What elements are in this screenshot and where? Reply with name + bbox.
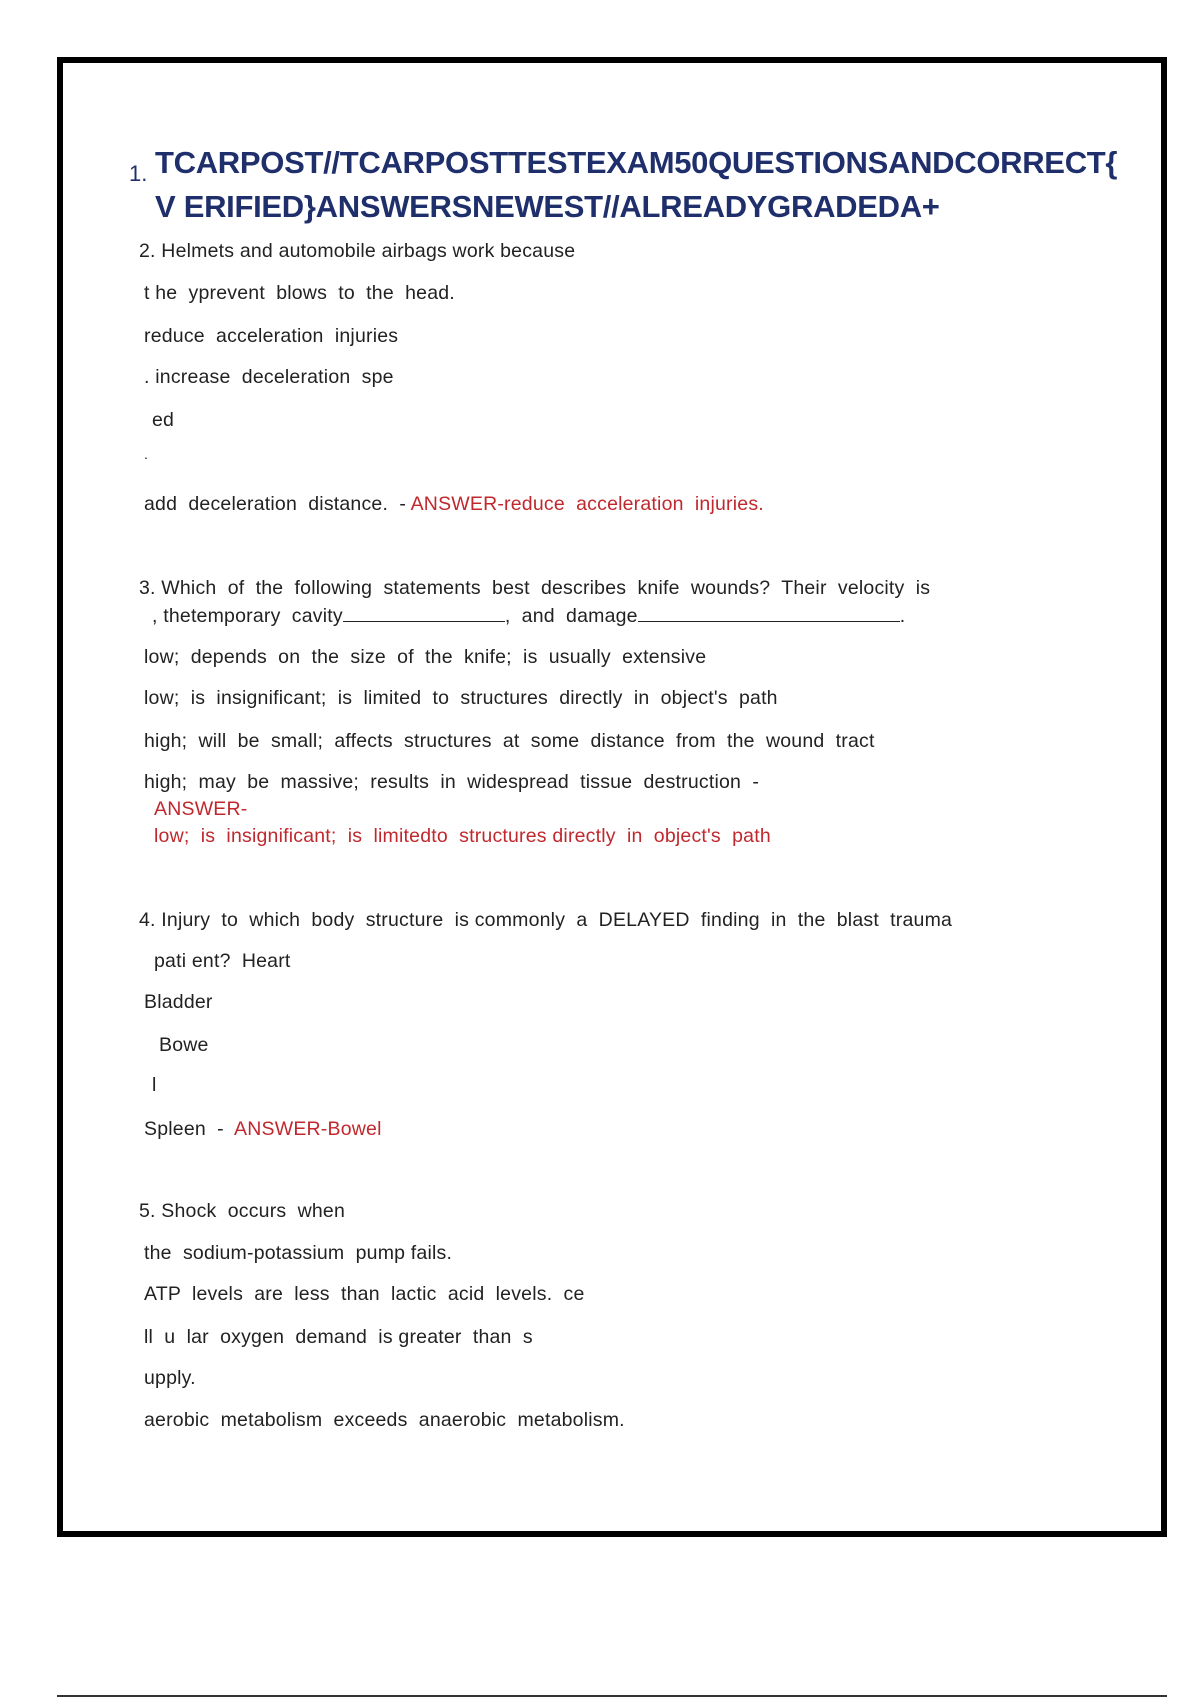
q3-option: low; is insignificant; is limited to structures directly in object's path	[144, 687, 778, 709]
q5-option: the sodium-potassium pump fails.	[144, 1242, 453, 1264]
q2-option: . increase deceleration spe	[144, 366, 394, 388]
q4-question: 4. Injury to which body structure is commonly a DELAYED finding in the blast trauma	[139, 909, 953, 931]
q3-question: 3. Which of the following statements best describes knife wounds? Their velocity is	[139, 577, 931, 599]
q3-blank-text-2: , and damage	[504, 605, 638, 627]
q5-option: upply.	[144, 1367, 196, 1389]
q3-option: high; will be small; affects structures at some distance from the wound tract	[144, 730, 875, 752]
q2-option: reduce acceleration injuries	[144, 325, 399, 347]
q5-option: ll u lar oxygen demand is greater than s	[144, 1326, 533, 1348]
q3-answer-label: ANSWER-	[154, 798, 248, 820]
q5-option: ATP levels are less than lactic acid levels. ce	[144, 1283, 585, 1305]
fill-blank-line	[638, 603, 900, 622]
q3-blank-text-1: , thetemporary cavity	[152, 605, 343, 627]
title-number: 1.	[129, 161, 148, 186]
q5-question: 5. Shock occurs when	[139, 1200, 345, 1222]
q3-answer: low; is insignificant; is limitedto structures directly in object's path	[154, 825, 771, 847]
q2-option: ed	[152, 409, 175, 431]
q2-answer: ANSWER-reduce acceleration injuries.	[410, 493, 764, 515]
q4-question-continued: pati ent? Heart	[154, 950, 291, 972]
q4-answer: ANSWER-Bowel	[234, 1118, 382, 1140]
q3-option: low; depends on the size of the knife; is usually extensive	[144, 646, 707, 668]
document-page	[57, 57, 1167, 1537]
q2-question: 2. Helmets and automobile airbags work because	[139, 240, 576, 262]
q4-option: Bladder	[144, 991, 213, 1013]
q2-option: t he yprevent blows to the head.	[144, 282, 455, 304]
q2-last-option: add deceleration distance. -	[144, 493, 411, 515]
fill-blank-line	[343, 603, 505, 622]
document-title-line1: TCARPOST//TCARPOSTTESTEXAM50QUESTIONSANDCORRECT{	[155, 145, 1118, 180]
q5-option: aerobic metabolism exceeds anaerobic metabolism.	[144, 1409, 625, 1431]
q4-option: Bowe	[159, 1034, 209, 1056]
document-title-line2: V ERIFIED}ANSWERSNEWEST//ALREADYGRADEDA+	[155, 189, 940, 224]
q3-question-blanks	[152, 603, 905, 628]
q3-option: high; may be massive; results in widespread tissue destruction -	[144, 771, 760, 793]
page-bottom-divider	[57, 1695, 1167, 1697]
q2-option: .	[144, 446, 149, 462]
q4-last-option-row	[144, 1118, 382, 1141]
q2-last-option-row	[144, 493, 764, 516]
q4-option: l	[152, 1074, 157, 1096]
q4-last-option: Spleen -	[144, 1118, 235, 1140]
q3-blank-end: .	[899, 605, 906, 627]
